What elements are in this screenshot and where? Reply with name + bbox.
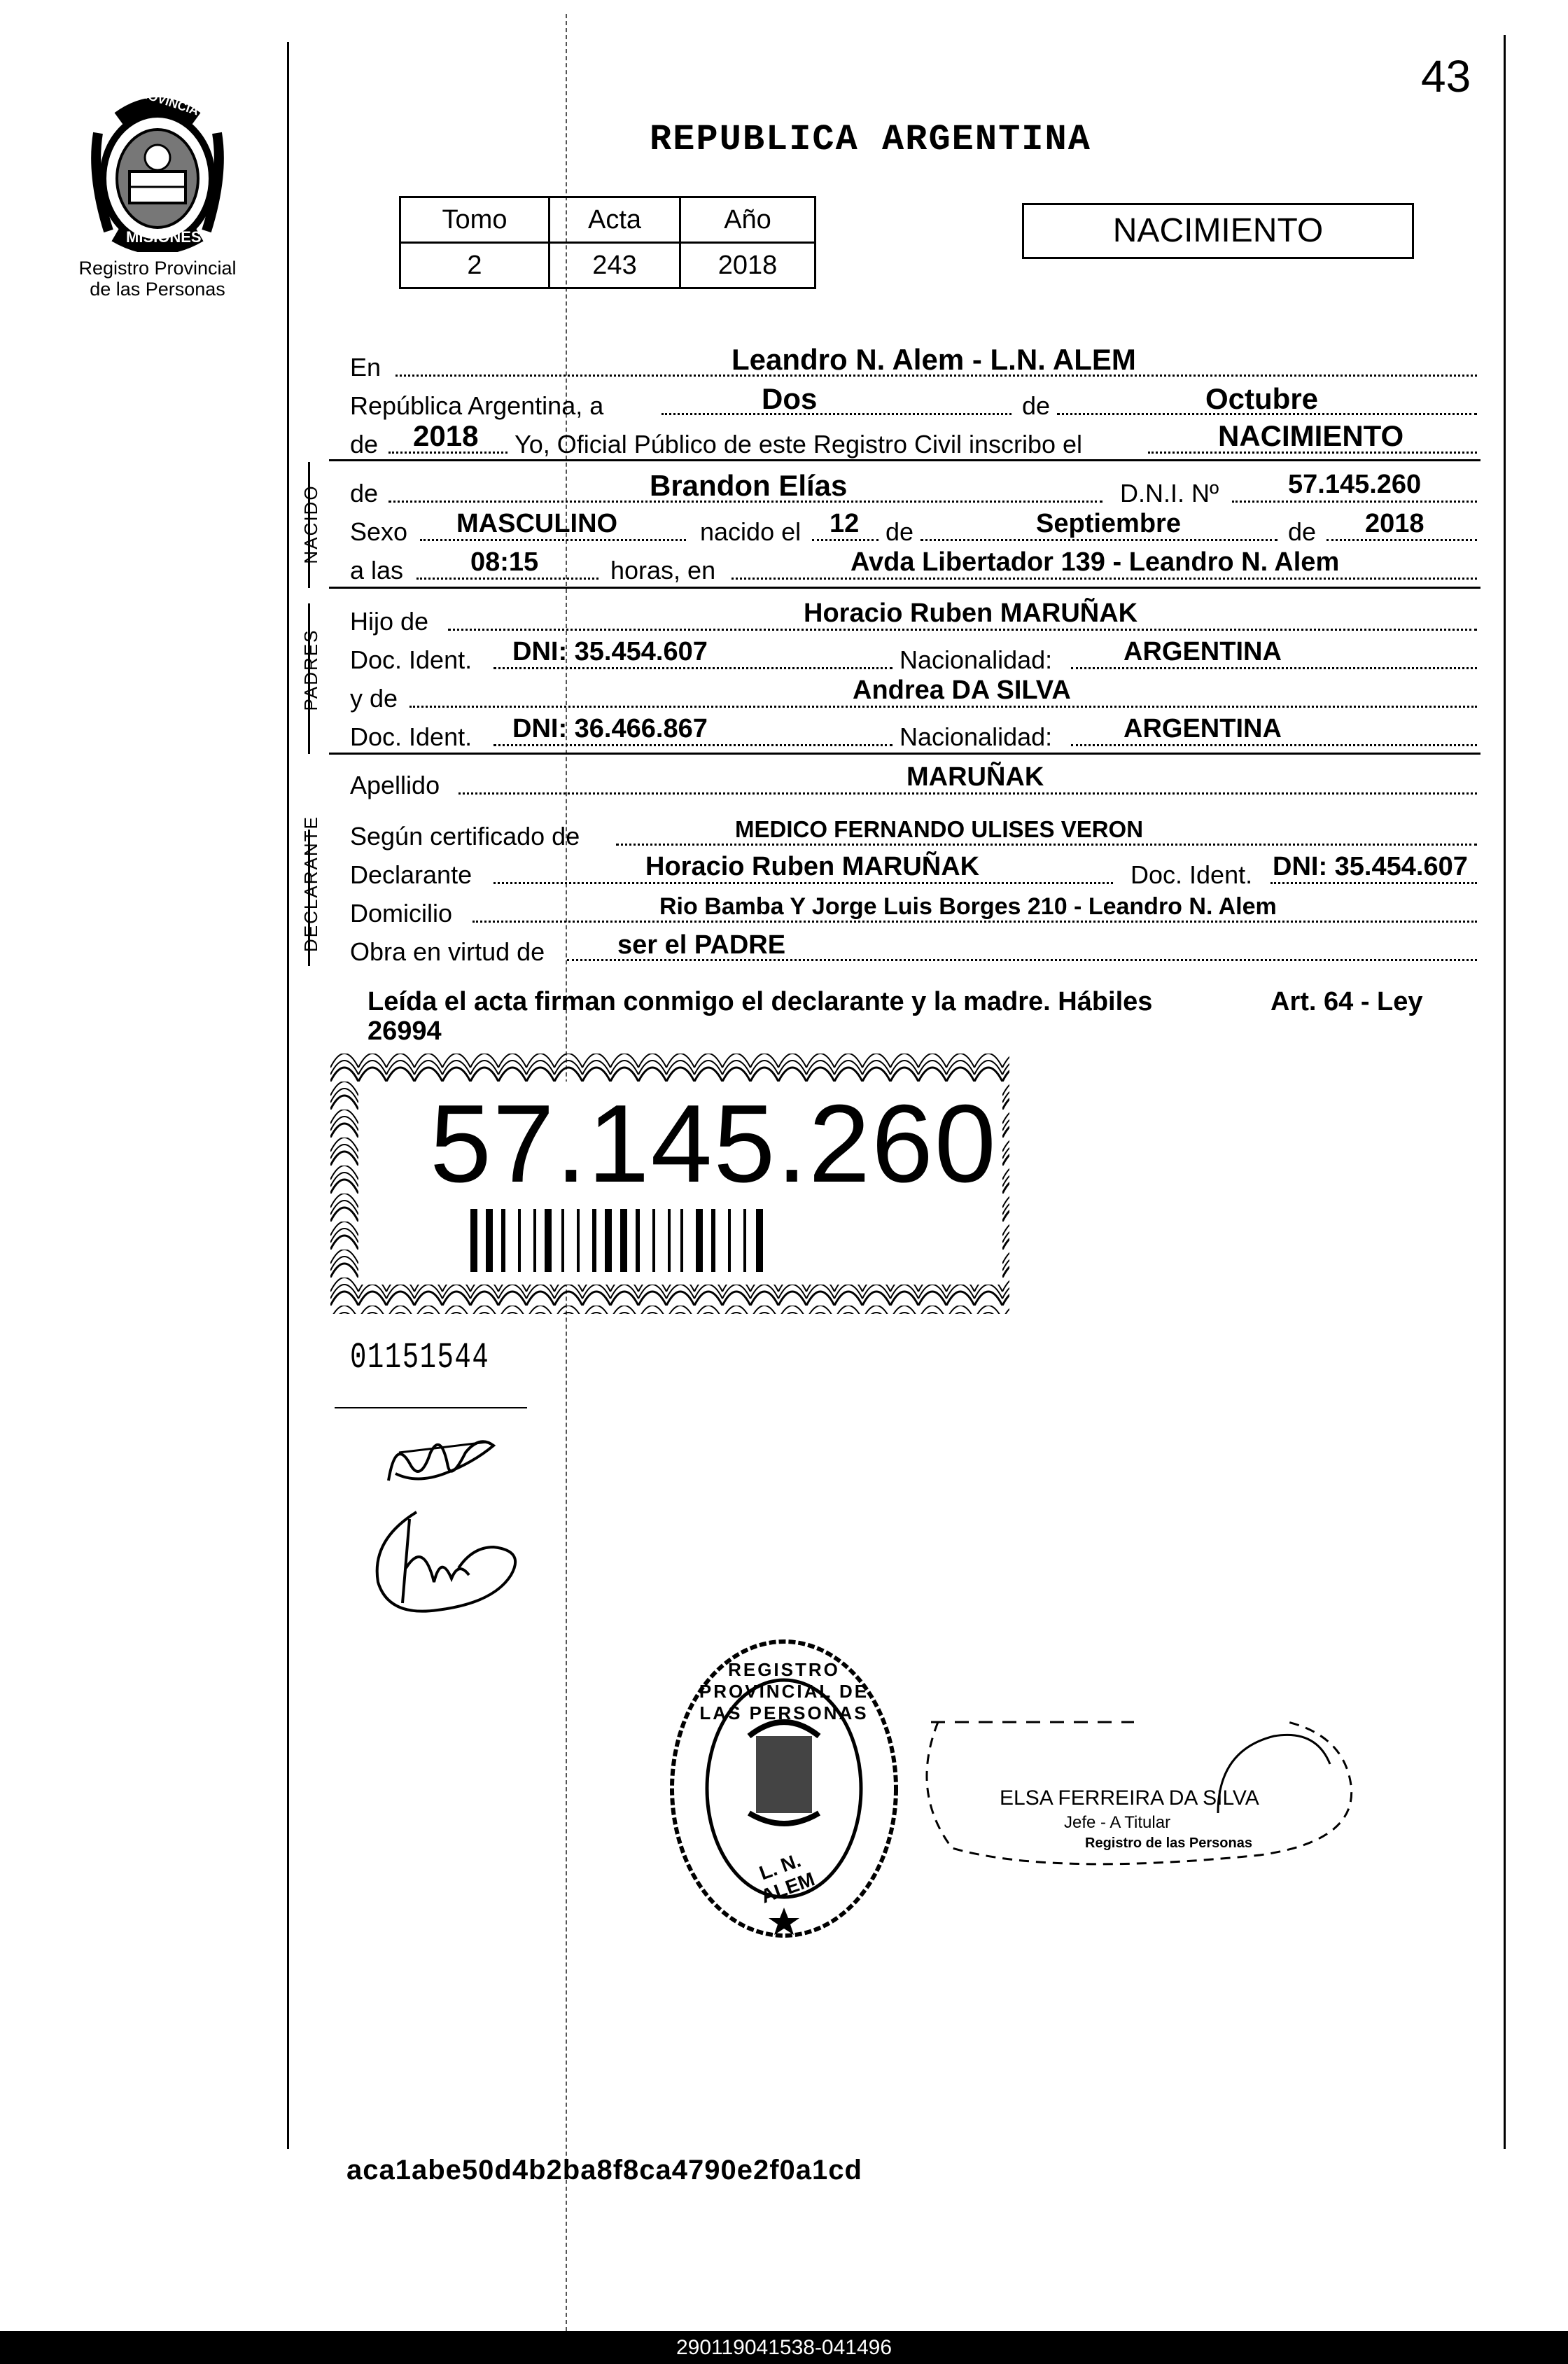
barcode xyxy=(470,1209,876,1272)
stamp-office: Registro de las Personas xyxy=(1085,1835,1252,1851)
barcode-bar xyxy=(620,1209,627,1272)
label-en: En xyxy=(350,353,382,382)
value-name: Brandon Elías xyxy=(650,469,848,502)
label-horas-en: horas, en xyxy=(610,556,716,585)
rule-padres-top xyxy=(329,587,1480,589)
barcode-bar xyxy=(592,1209,596,1272)
dots-certificate xyxy=(616,844,1477,846)
value-mother-doc: DNI: 36.466.867 xyxy=(512,714,708,743)
registry-line2: de las Personas xyxy=(90,279,225,300)
value-address: Rio Bamba Y Jorge Luis Borges 210 - Leandro N. Alem xyxy=(659,893,1277,920)
page-number: 43 xyxy=(1421,51,1471,102)
label-apellido: Apellido xyxy=(350,771,440,799)
closing-line1: Leída el acta firman conmigo el declarante y la madre. Hábiles xyxy=(368,987,1153,1016)
left-margin-line xyxy=(287,42,289,2149)
label-de-year: de xyxy=(350,430,379,459)
barcode-bar xyxy=(668,1209,671,1272)
reference-table xyxy=(399,196,816,289)
footer-bar xyxy=(0,2331,1568,2364)
value-month: Octubre xyxy=(1205,382,1319,415)
label-doc-declarant: Doc. Ident. xyxy=(1130,860,1253,889)
value-acta: 243 xyxy=(550,243,680,288)
label-de-month: de xyxy=(1022,391,1051,420)
value-declarant: Horacio Ruben MARUÑAK xyxy=(645,852,980,881)
section-declarante: DECLARANTE xyxy=(300,816,321,952)
barcode-bar xyxy=(577,1209,580,1272)
signature-official xyxy=(382,1425,500,1495)
dots-time xyxy=(416,578,598,580)
dots-birth-year xyxy=(1326,539,1477,541)
dots-mother xyxy=(410,706,1477,708)
label-doc-mother: Doc. Ident. xyxy=(350,722,472,751)
value-act: NACIMIENTO xyxy=(1218,419,1404,452)
value-capacity: ser el PADRE xyxy=(617,930,786,960)
value-father-nat: ARGENTINA xyxy=(1124,637,1282,666)
label-de-birth-year: de xyxy=(1288,517,1317,546)
barcode-bar xyxy=(636,1209,640,1272)
label-segun: Según certificado de xyxy=(350,822,580,851)
dots-birth-place xyxy=(732,578,1477,580)
value-place: Leandro N. Alem - L.N. ALEM xyxy=(732,343,1136,376)
barcode-bar xyxy=(680,1209,683,1272)
value-mother-nat: ARGENTINA xyxy=(1124,714,1282,743)
province-emblem xyxy=(77,83,238,252)
serial-underline xyxy=(335,1407,527,1408)
dots-declarant xyxy=(493,882,1113,884)
emblem-text-top: PROVINCIA DE xyxy=(130,83,220,125)
rule-nacido-top xyxy=(329,459,1480,461)
label-nat-mother: Nacionalidad: xyxy=(899,722,1053,751)
dots-father-nat xyxy=(1071,667,1477,669)
value-year: 2018 xyxy=(413,419,479,452)
section-nacido: NACIDO xyxy=(300,484,321,564)
value-declarant-doc: DNI: 35.454.607 xyxy=(1273,852,1468,881)
emblem-text-bottom: MISIONES xyxy=(126,228,202,246)
section-padres: PADRES xyxy=(300,629,321,711)
label-hijo-de: Hijo de xyxy=(350,607,429,636)
value-sex: MASCULINO xyxy=(456,509,618,538)
value-father-doc: DNI: 35.454.607 xyxy=(512,637,708,666)
barcode-bar xyxy=(743,1209,746,1272)
label-obra: Obra en virtud de xyxy=(350,937,545,966)
barcode-bar xyxy=(696,1209,703,1272)
footer-code: 290119041538-041496 xyxy=(676,2336,892,2359)
dots-father-doc xyxy=(493,667,892,669)
label-domicilio: Domicilio xyxy=(350,899,453,928)
value-certificate: MEDICO FERNANDO ULISES VERON xyxy=(735,816,1144,842)
value-tomo: 2 xyxy=(400,243,550,288)
barcode-bar xyxy=(533,1209,536,1272)
barcode-bar xyxy=(756,1209,763,1272)
label-yo: Yo, Oficial Público de este Registro Civil inscribo el xyxy=(514,430,1083,459)
barcode-bar xyxy=(486,1209,493,1272)
label-nat-father: Nacionalidad: xyxy=(899,645,1053,674)
seal-ring-text: REGISTRO PROVINCIAL DE LAS PERSONAS xyxy=(699,1659,869,1723)
dots-mother-nat xyxy=(1071,744,1477,746)
dots-surname xyxy=(458,792,1477,795)
label-doc-father: Doc. Ident. xyxy=(350,645,472,674)
label-dni: D.N.I. Nº xyxy=(1120,479,1219,508)
header-acta: Acta xyxy=(550,197,680,243)
barcode-bar xyxy=(561,1209,564,1272)
dots-address xyxy=(472,921,1477,923)
dots-sex xyxy=(420,539,686,541)
stamp-name: ELSA FERREIRA DA SILVA xyxy=(1000,1786,1259,1810)
label-de-birth-month: de xyxy=(886,517,914,546)
value-ano: 2018 xyxy=(680,243,816,288)
dots-birth-month xyxy=(920,539,1278,541)
seal-center-text: L. N. ALEM xyxy=(756,1849,818,1908)
value-surname: MARUÑAK xyxy=(906,762,1044,792)
barcode-bar xyxy=(501,1209,505,1272)
sticker-number: 57.145.260 xyxy=(430,1082,997,1205)
value-time: 08:15 xyxy=(470,547,539,577)
value-birth-day: 12 xyxy=(830,509,860,538)
label-nacido-el: nacido el xyxy=(700,517,802,546)
value-birth-year: 2018 xyxy=(1365,509,1424,538)
dots-mother-doc xyxy=(493,744,892,746)
value-dni: 57.145.260 xyxy=(1288,470,1422,499)
value-mother: Andrea DA SILVA xyxy=(853,676,1071,705)
signature-declarant xyxy=(368,1498,522,1624)
label-de-name: de xyxy=(350,479,379,508)
stamp-title: Jefe - A Titular xyxy=(1064,1813,1171,1832)
serial-stamp: 01151544 xyxy=(350,1337,490,1378)
label-republica: República Argentina, a xyxy=(350,391,604,420)
label-sexo: Sexo xyxy=(350,517,408,546)
dots-day xyxy=(662,413,1011,415)
label-y-de: y de xyxy=(350,684,398,713)
closing-law: Art. 64 - Ley xyxy=(1270,987,1423,1016)
registry-seal xyxy=(665,1631,903,1946)
rule-apellido-top xyxy=(329,753,1480,755)
registry-line1: Registro Provincial xyxy=(78,258,237,279)
value-birth-place: Avda Libertador 139 - Leandro N. Alem xyxy=(850,547,1340,577)
barcode-bar xyxy=(728,1209,731,1272)
barcode-bar xyxy=(605,1209,612,1272)
dots-father xyxy=(448,629,1477,631)
document-hash: aca1abe50d4b2ba8f8ca4790e2f0a1cd xyxy=(346,2155,862,2185)
record-type-box: NACIMIENTO xyxy=(1022,203,1414,259)
label-a-las: a las xyxy=(350,556,404,585)
right-margin-line xyxy=(1504,35,1506,2149)
value-birth-month: Septiembre xyxy=(1036,509,1181,538)
barcode-bar xyxy=(711,1209,715,1272)
header-ano: Año xyxy=(680,197,816,243)
barcode-bar xyxy=(518,1209,521,1272)
value-father: Horacio Ruben MARUÑAK xyxy=(804,599,1138,628)
dots-birth-day xyxy=(812,539,878,541)
registry-label xyxy=(63,258,252,300)
value-day: Dos xyxy=(762,382,818,415)
barcode-bar xyxy=(545,1209,552,1272)
dni-sticker xyxy=(330,1054,1009,1314)
official-stamp xyxy=(910,1708,1365,1876)
label-declarante: Declarante xyxy=(350,860,472,889)
closing-line2: 26994 xyxy=(368,1016,442,1046)
header-tomo: Tomo xyxy=(400,197,550,243)
dots-dni xyxy=(1232,501,1477,503)
barcode-bar xyxy=(652,1209,655,1272)
barcode-bar xyxy=(470,1209,477,1272)
country-title: REPUBLICA ARGENTINA xyxy=(650,119,1091,160)
dots-declarant-doc xyxy=(1270,882,1477,884)
